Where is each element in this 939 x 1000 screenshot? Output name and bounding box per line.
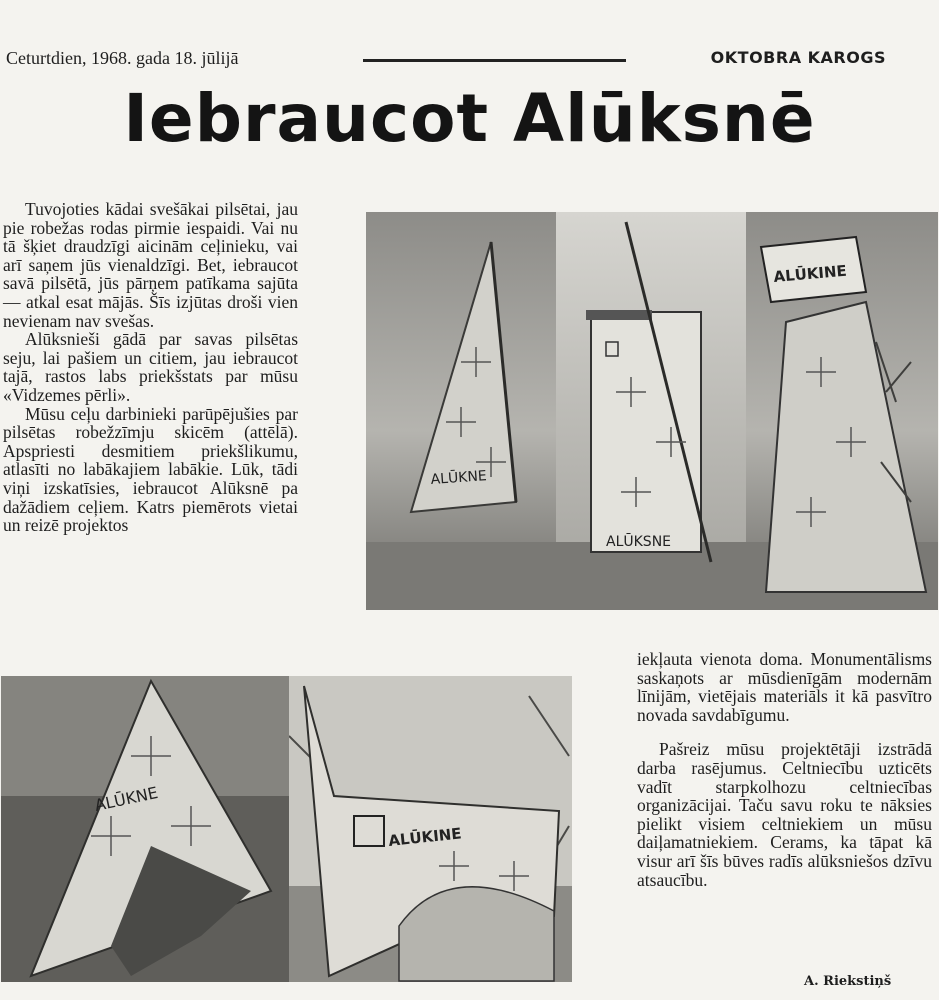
newspaper-name: OKTOBRA KAROGS — [710, 48, 886, 67]
article-paragraph: Alūksnieši gādā par savas pilsētas seju, lai pašiem un citiem, jau iebraucot tajā, rastos labs priekšstats par mūsu «Vidzemes pērli». — [3, 329, 298, 405]
article-column-left — [3, 200, 298, 535]
sign-label: ALŪKINE — [387, 824, 463, 850]
article-paragraph: Tuvojoties kādai svešākai pilsētai, jau pie robežas rodas pirmie iespaidi. Vai nu tā šķiet draudzīgi aicinām ceļinieku, vai arī saņem jūs vienaldzīgi. Bet, iebraucot savā pilsētā, jūs pārņem patīkama sajūta — atkal esat mājās. Šīs izjūtas droši vien nevienam nav svešas. — [3, 199, 298, 331]
photo-border-sign-bottom-right — [289, 676, 572, 982]
author-signature: A. Riekstiņš — [804, 974, 892, 989]
header-rule — [363, 59, 626, 62]
photo-border-sign-bottom-left — [1, 676, 289, 982]
sign-label: ALŪKINE — [772, 261, 848, 286]
article-headline: Iebraucot Alūksnē — [123, 80, 816, 157]
article-column-right — [637, 650, 932, 889]
newspaper-header — [6, 44, 886, 74]
sign-label: ALŪKSNE — [606, 534, 672, 550]
article-paragraph: Pašreiz mūsu projektētāji izstrādā darba rasējumus. Celtniecību uzticēts vadīt starpkolhozu celtniecības organizācijai. Taču savu roku te nāksies pielikt visiem celtniekiem un mūsu daiļamatniekiem. Cerams, ka tāpat kā visur arī šīs būves radīs alūksniešos dzīvu atsaucību. — [637, 739, 932, 890]
article-paragraph: Mūsu ceļu darbinieki parūpējušies par pilsētas robežzīmju skicēm (attēlā). Apspriesti desmitiem priekšlikumu, atlasīti no labākajiem labākie. Lūk, tādi viņi izskatīsies, iebraucot Alūksnē pa dažādiem ceļiem. Katrs piemērots vietai un reizē projektos — [3, 403, 298, 536]
photo-border-signs-top — [366, 212, 938, 610]
sign-label: ALŪKNE — [92, 782, 160, 815]
sign-label: ALŪKNE — [430, 468, 488, 488]
issue-date: Ceturtdien, 1968. gada 18. jūlijā — [6, 48, 239, 68]
article-paragraph: iekļauta vienota doma. Monumentālisms saskaņots ar mūsdienīgām modernām līnijām, vietējais materiāls it kā pasvītro novada savdabīgumu. — [637, 649, 932, 725]
